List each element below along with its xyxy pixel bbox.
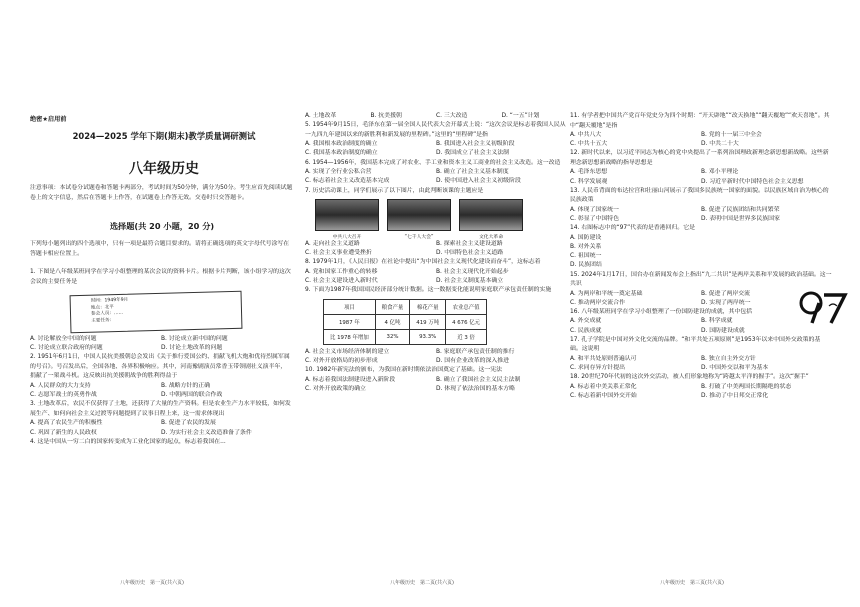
photo-caption: 中共八大召开	[332, 235, 362, 241]
option: A. 中共八大	[570, 132, 602, 138]
question-13	[570, 187, 832, 224]
option: C. 彰显了中国特色	[570, 216, 620, 223]
option: C. 志愿军战士的英勇作战	[30, 392, 97, 399]
table-cell: 比 1978 年增加	[324, 329, 376, 344]
question-5	[305, 121, 567, 158]
question-stem: 18. 20世纪70年代初的这次外交活动，被人们形象地称为“跨越太平洋的握手”。这次“握手”	[570, 374, 809, 381]
option: B. 科学成就	[701, 318, 733, 325]
option: A. 提高了农民生产的积极性	[30, 420, 103, 427]
option: C. 推动两岸交流合作	[570, 299, 625, 306]
photo-caption: “七千人大会”	[404, 235, 434, 241]
option: D. 习近平新时代中国特色社会主义思想	[701, 178, 804, 185]
option: B. 确立了我国社会主义民主法制	[436, 376, 521, 383]
question-stem: 2. 1951年6月1日，中国人民抗美援朝总会发出《关于推行爱国公约、捐献飞机大炮和优待烈属军属的号召》。号召发出后，全国各地、各界积极响应。其中，河南豫剧演员常香玉带领剧社义演半年，捐献了一架战斗机。这反映出抗美援朝战争的胜利得益于	[30, 354, 290, 380]
question-stem: 3. 土地改革后，农民不仅获得了土地，还获得了大量的生产资料。但是农业生产力水平较低，如何发展生产、如何向社会主义过渡等问题提到了议事日程上来，这一需求体现出	[30, 401, 291, 417]
question-stem: 11. 有学者把中国共产党百年党史分为四个时期：“开天辟地”“改天换地”“翻天覆地”“欢天喜地”。其中“翻天覆地”是指	[570, 113, 830, 129]
option: A. 为两岸和平统一奠定基础	[570, 290, 643, 297]
option: C. 标志着社会主义改造基本完成	[305, 178, 390, 185]
section-title: 选择题(共 20 小题，20 分)	[109, 221, 215, 231]
option: C. 社会主义建设进入新时代	[305, 278, 378, 285]
table-cell: 4 676 亿元	[446, 314, 487, 329]
option: C. 中共十五大	[570, 141, 608, 148]
question-1	[30, 268, 292, 353]
table-cell: 32%	[375, 329, 410, 344]
question-18	[570, 373, 832, 401]
question-stem: 14. 右图标志中的“97”代表的是香港回归。它是	[570, 225, 695, 232]
table-cell: 近 3 倍	[446, 329, 487, 344]
page-footer: 八年级历史 第三页(共六页)	[660, 580, 724, 586]
table-header: 棉花产量	[410, 299, 446, 314]
question-stem: 1. 下图是八年级某班同学在学习小组整理的某次会议的资料卡片。根据卡片判断，该小组学习的这次会议的主要任务是	[30, 269, 291, 285]
option: D. 中朝两国的联合作战	[161, 392, 223, 399]
option: A. 体现了国家统一	[570, 206, 619, 213]
card-line: 主要任务：	[91, 317, 115, 324]
option: A. 土地改革	[305, 113, 337, 119]
option: D. 表明中国是世界多民族国家	[701, 216, 780, 223]
option: B. 邓小平理论	[701, 169, 739, 176]
option: C. 我国基本政治制度的确立	[305, 150, 378, 157]
option: C. 三大改造	[436, 113, 468, 119]
option: D. 为实行社会主义改造准备了条件	[161, 429, 252, 436]
option: C. 民族成就	[570, 327, 602, 334]
question-stem: 8. 1979年1月，《人民日报》在社论中提出“为中国社会主义现代化建设而奋斗”，这标志着	[305, 259, 541, 266]
meeting-photo	[315, 199, 379, 231]
option: D. 社会主义制度基本确立	[436, 278, 504, 285]
question-stem: 5. 1954年9月15日，毛泽东在第一届全国人民代表大会开幕式上说：“这次会议是标志着我国人民从一九四九年建国以来的新胜利和新发展的里程碑。”这里的“里程碑”是指	[305, 122, 566, 138]
question-16	[570, 308, 832, 336]
option: C. 社会主义事业遭受挫折	[305, 250, 372, 257]
question-stem: 9. 下面为1987年我国国民经济部分统计数据。这一数据变化能说明家庭联产承包责任制的实施	[305, 287, 552, 294]
info-card	[70, 291, 243, 333]
question-11	[570, 112, 832, 149]
option: B. 促进了农民的发展	[161, 420, 216, 427]
table-header: 粮食产量	[375, 299, 410, 314]
column-2	[305, 112, 567, 394]
question-stem: 12. 新时代以来，以习近平同志为核心的党中央提出了一系列治国理政新理念新思想新战略。这些新理念新思想新战略的指导思想是	[570, 150, 829, 166]
option: B. 探索社会主义建设道路	[436, 241, 503, 248]
option: B. 独立自主外交方针	[701, 355, 756, 362]
option: D. 实现了两岸统一	[701, 299, 751, 306]
option: C. 巩固了新生的人民政权	[30, 429, 97, 436]
option: C. 对外开放格局的初步形成	[305, 358, 378, 365]
option: D. 讨论土地改革的问题	[161, 345, 223, 352]
question-10	[305, 366, 567, 394]
option: C. 求同存异方针提出	[570, 365, 625, 372]
question-stem: 6. 1954—1956年，我国基本完成了对农业、手工业和资本主义工商业的社会主义改造。这一改造	[305, 159, 561, 166]
option: B. 家庭联产承包责任制的推行	[436, 348, 515, 355]
card-line: 参会人员：……	[90, 310, 124, 317]
question-stem: 7. 历史活动课上，同学们展示了以下图片，由此判断该课的主题应是	[305, 187, 484, 194]
confidential-tag: 绝密★启用前	[30, 116, 67, 123]
photo-caption: 文化大革命	[479, 235, 503, 241]
question-stem: 17. 孔子学院是中国对外文化交流的品牌。“和平共处五项原则”是1953年以来中国外交政策的基础。这说明	[570, 336, 821, 353]
hong-kong-return-logo	[798, 290, 848, 324]
question-14	[570, 224, 790, 270]
option: B. 战略方针的正确	[161, 382, 211, 389]
option: B. 社会主义现代化开始起步	[436, 268, 509, 275]
option: A. 标志着我国法制建设进入新阶段	[305, 376, 396, 383]
option: A. 毛泽东思想	[570, 169, 608, 176]
question-12	[570, 149, 832, 186]
question-2	[30, 353, 292, 400]
option: A. 走向社会主义道路	[305, 241, 360, 248]
question-stem: 10. 1982年新宪法的颁布，为我国在新时期依法治国奠定了基础。这一宪法	[305, 367, 503, 374]
option: C. 标志着新中国外交开始	[570, 392, 637, 399]
option: A. 讨论解放全中国的问题	[30, 336, 97, 342]
question-4-stem: 4. 这是中国从一穷二白的国家转变成为工业化国家的起点，标志着我国在...	[30, 438, 226, 445]
card-line: 时间：1949年9月	[90, 297, 129, 304]
option: D. 使中国进入社会主义初级阶段	[436, 178, 521, 185]
question-3	[30, 400, 292, 437]
option: C. 讨论成立联合政府的问题	[30, 345, 103, 352]
option: D. 国防建设成就	[701, 327, 745, 334]
table-cell: 419 万吨	[410, 314, 446, 329]
exam-notice: 注意事项：本试卷分试题卷和答题卡两部分，考试时间为50分钟，满分为50分。考生应首先阅读试题卷上的文字信息，然后在答题卡上作答，在试题卷上作答无效。交卷时只交答题卡。	[30, 185, 293, 201]
option: C. 祖国统一	[570, 253, 602, 260]
exam-title: 2024—2025 学年下期(期末)教学质量调研测试	[72, 131, 256, 141]
section-instructions: 下列每小题列出的四个选项中，只有一项是最符合题目要求的。请将正确选项的英文字母代号涂写在答题卡相应位置上。	[30, 241, 290, 257]
table-cell: 1987 年	[324, 314, 376, 329]
option: B. 对外关系	[570, 243, 602, 250]
option: D. 民族团结	[570, 262, 602, 269]
question-stem: 15. 2024年1月17日，国台办在新闻发布会上指出“九二共识”是两岸关系和平发展的政治基础。这一共识	[570, 271, 832, 288]
option: C. 科学发展观	[570, 178, 608, 185]
question-8	[305, 258, 567, 286]
option: A. 社会主义市场经济体制的建立	[305, 348, 390, 355]
option: A. 实现了全行业公私合营	[305, 169, 372, 176]
option: A. 人民群众的大力支持	[30, 382, 91, 389]
option: B. 确立了社会主义基本制度	[436, 169, 509, 176]
question-stem: 16. 八年级某班同学在学习小组整理了一份国防建设的成就，其中包括	[570, 308, 753, 315]
option: D. 国有企业改革的深入推进	[436, 358, 510, 365]
option: C. 对外开放政策的确立	[305, 385, 366, 392]
page-footer: 八年级历史 第二页(共六页)	[390, 580, 454, 586]
option: D. 体现了依法治国的基本方略	[436, 385, 515, 392]
option: B. 党的十一届三中全会	[701, 132, 762, 138]
option: D. “一五”计划	[501, 113, 540, 119]
question-7	[305, 187, 567, 259]
question-17	[570, 336, 832, 373]
option: A. 和平共处原则普遍认可	[570, 355, 637, 362]
statistics-table	[323, 299, 487, 345]
photo-row	[315, 199, 567, 231]
option: B. 促进了民族团结和共同繁荣	[701, 206, 780, 213]
option: D. 中共二十大	[701, 141, 739, 148]
option: B. 我国进入社会主义初级阶段	[436, 141, 515, 148]
option: A. 标志着中美关系正常化	[570, 383, 637, 390]
question-15	[570, 271, 832, 308]
option: B. 讨论成立新中国的问题	[161, 336, 228, 342]
question-4-options	[305, 112, 567, 121]
option: D. 我国成立了社会主义法制	[436, 150, 510, 157]
option: A. 国防建设	[570, 234, 602, 241]
table-header: 农业总产值	[446, 299, 487, 314]
option: B. 打破了中美两国长期隔绝的状态	[701, 383, 792, 390]
table-header: 项目	[324, 299, 376, 314]
option: D. 推动了中日邦交正常化	[701, 392, 769, 399]
table-cell: 4 亿吨	[375, 314, 410, 329]
question-stem: 13. 人民币背面的布达拉宫和壮丽山河展示了我国多民族统一国家的面貌。以民族区域自治为核心的民族政策	[570, 187, 829, 204]
option: B. 抗美援朝	[370, 113, 402, 119]
option: A. 我国根本政治制度的确立	[305, 141, 378, 148]
subject-title: 八年级历史	[129, 161, 199, 177]
column-3	[570, 112, 832, 401]
column-1	[30, 268, 292, 447]
rally-photo	[459, 199, 523, 231]
page-footer: 八年级历史 第一页(共六页)	[120, 580, 184, 586]
card-line: 地点：北平	[90, 304, 114, 311]
question-6	[305, 159, 567, 187]
conference-photo	[387, 199, 451, 231]
table-cell: 93.3%	[410, 329, 446, 344]
option: D. 中国特色社会主义道路	[436, 250, 504, 257]
option: A. 外交成就	[570, 318, 602, 325]
option: B. 促进了两岸交流	[701, 290, 751, 297]
question-9	[305, 286, 567, 366]
option: A. 党和国家工作重心的转移	[305, 268, 378, 275]
option: D. 中国外交以和平为基本	[701, 365, 769, 372]
